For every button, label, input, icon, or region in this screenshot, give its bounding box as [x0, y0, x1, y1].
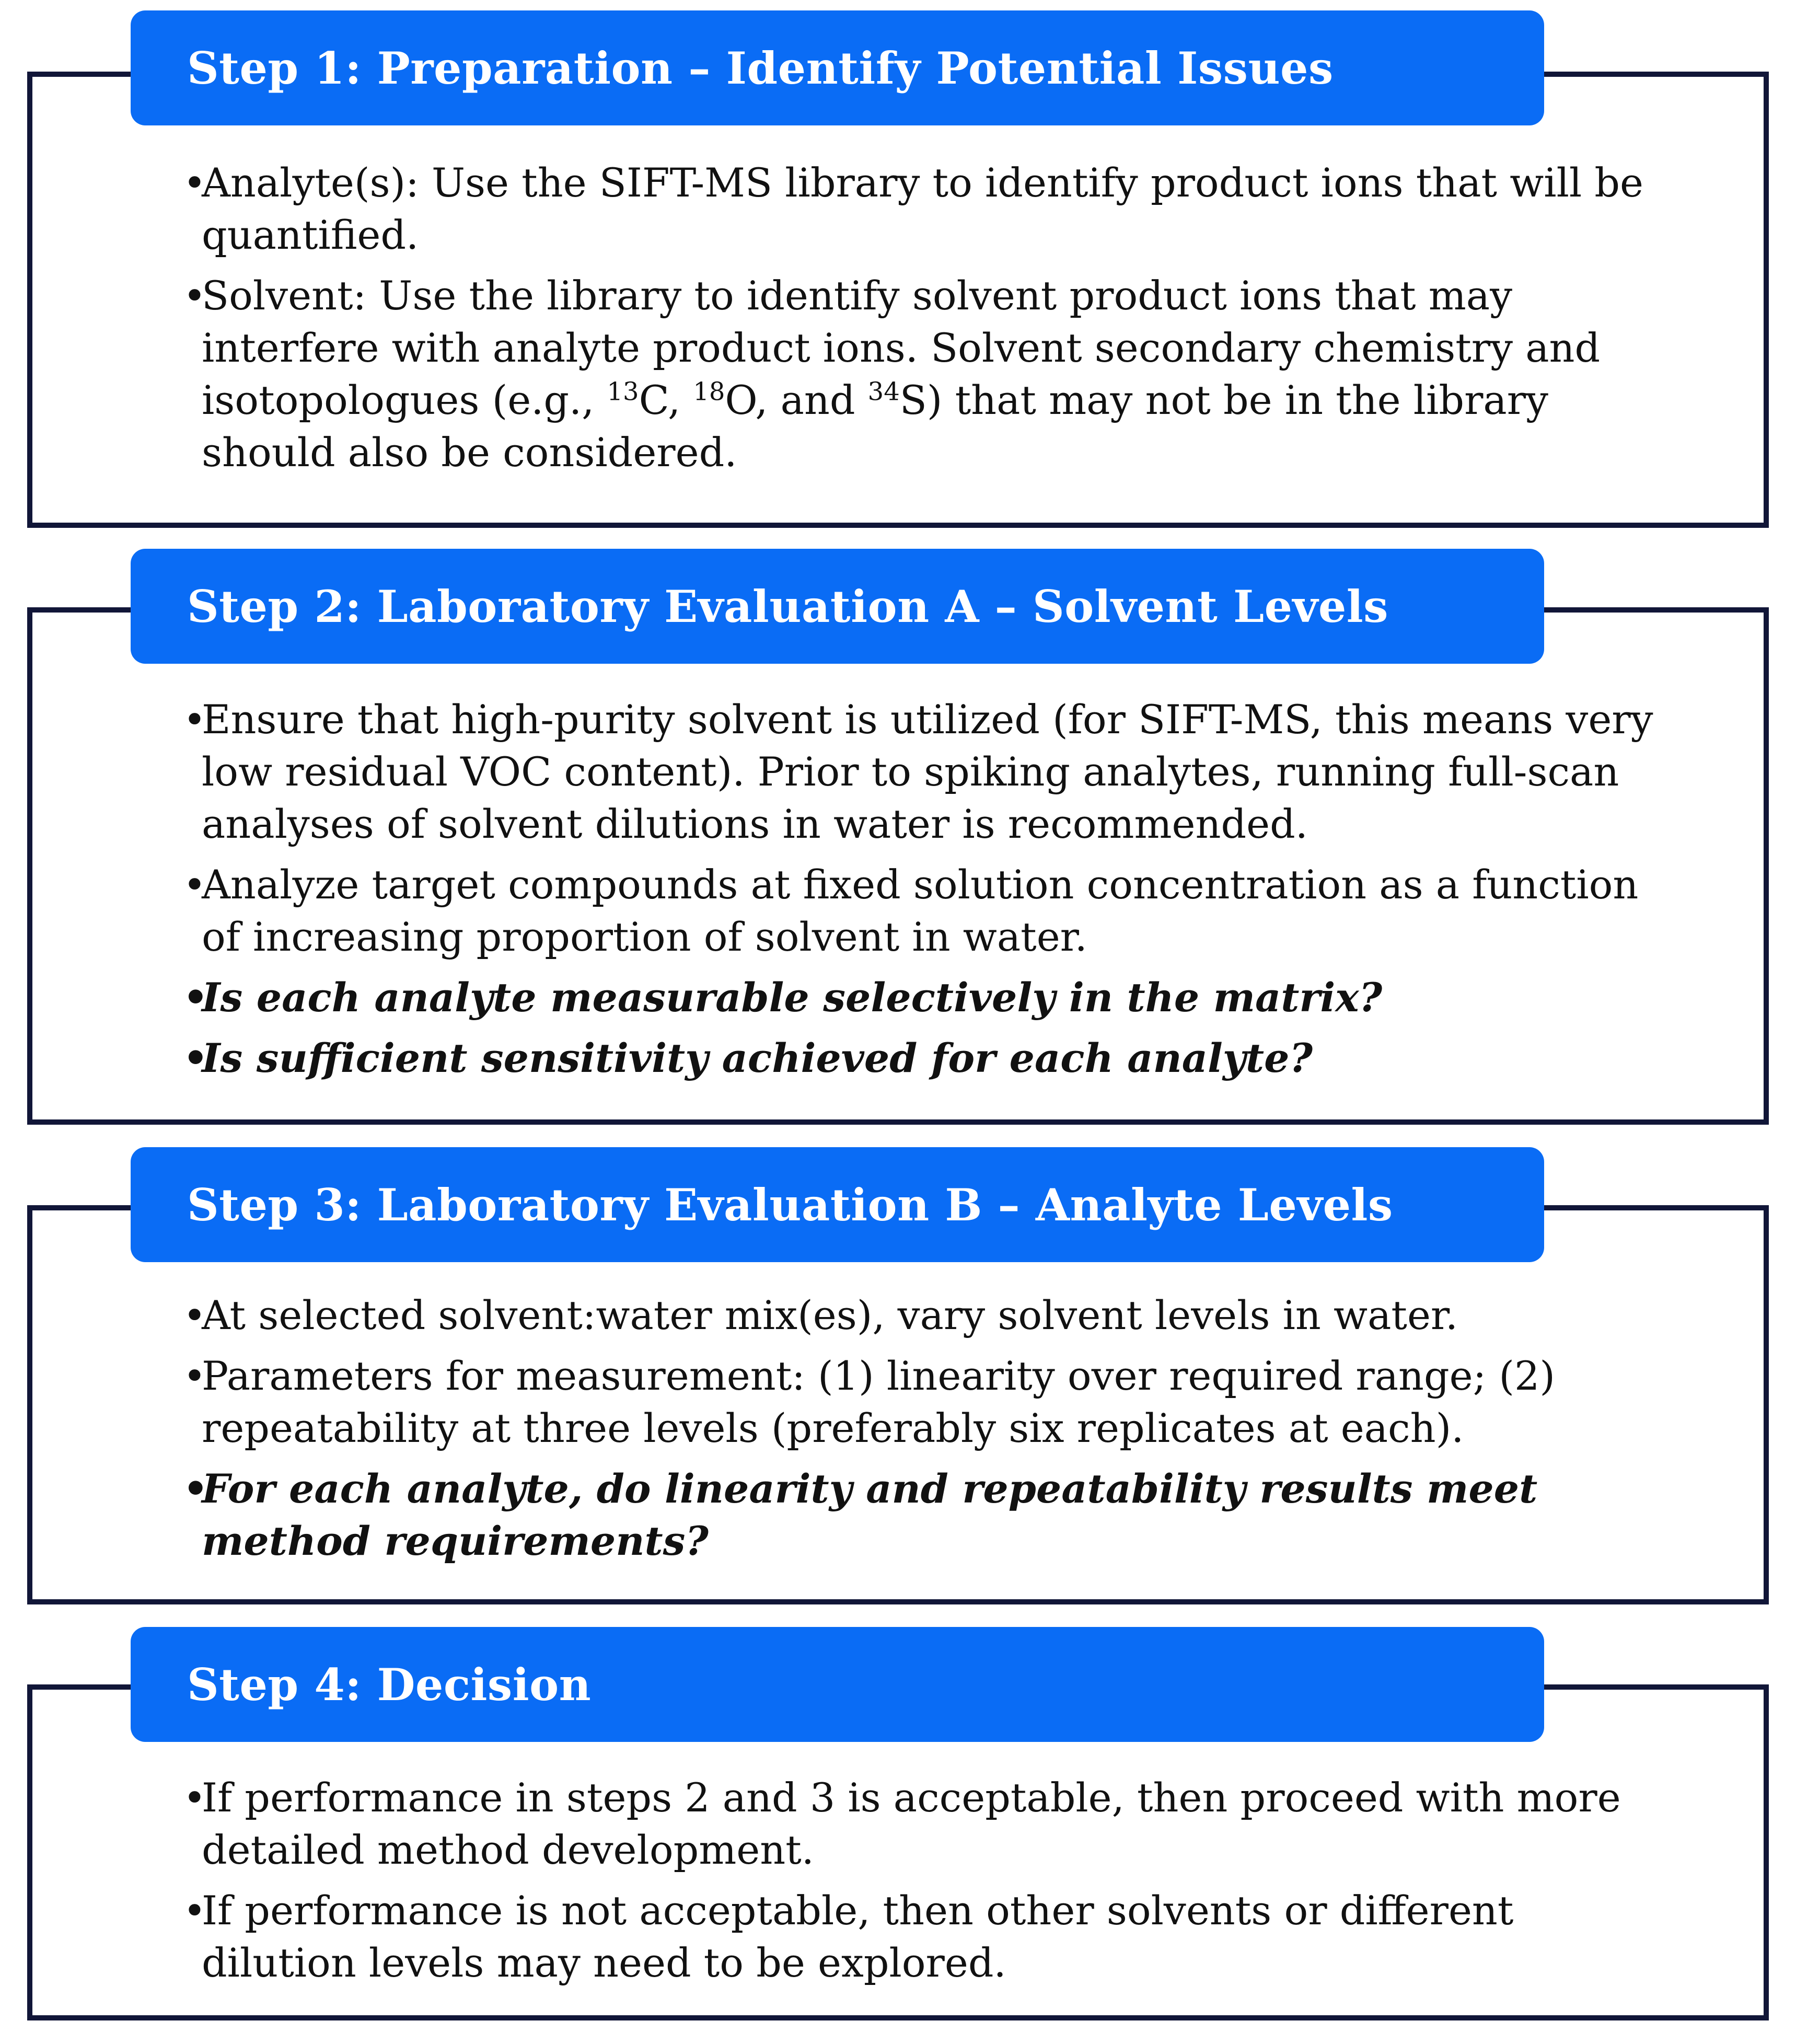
- list-item: •Solvent: Use the library to identify solvent product ions that may interfere with analyte product ions. Solvent secondary chemistry and isotopologues (e.g., $^{13}$C, $^{18}$O, and $^{34}$S) that may not be in the library should also be considered.: [183, 270, 1662, 479]
- step-2-header: [131, 549, 1544, 664]
- step-1-title: Step 1: Preparation – Identify Potential Issues: [187, 42, 1334, 94]
- bullet-dot-icon: •: [183, 696, 206, 743]
- step-4-bullets: [183, 1772, 1662, 1997]
- bullet-dot-icon: •: [183, 272, 206, 319]
- list-item: •Parameters for measurement: (1) linearity over required range; (2) repeatability at three levels (preferably six replicates at each).: [183, 1350, 1662, 1454]
- list-item-question: •Is sufficient sensitivity achieved for each analyte?: [183, 1032, 1662, 1084]
- bullet-dot-icon: •: [183, 1887, 206, 1934]
- list-item-question: •Is each analyte measurable selectively in the matrix?: [183, 972, 1662, 1024]
- step-2-title: Step 2: Laboratory Evaluation A – Solvent Levels: [187, 580, 1388, 632]
- step-1-header: [131, 10, 1544, 125]
- step-3-header: [131, 1147, 1544, 1262]
- list-item: •If performance is not acceptable, then other solvents or different dilution levels may need to be explored.: [183, 1885, 1662, 1989]
- step-4-title: Step 4: Decision: [187, 1658, 592, 1711]
- step-1-bullets: [183, 157, 1662, 487]
- bullet-dot-icon: •: [183, 1292, 206, 1338]
- step-3-bullets: [183, 1289, 1662, 1576]
- step-4-header: [131, 1627, 1544, 1742]
- list-item: •If performance in steps 2 and 3 is acceptable, then proceed with more detailed method development.: [183, 1772, 1662, 1876]
- bullet-dot-icon: •: [183, 974, 208, 1021]
- bullet-dot-icon: •: [183, 1353, 206, 1399]
- list-item-question: •For each analyte, do linearity and repeatability results meet method requirements?: [183, 1463, 1662, 1567]
- bullet-dot-icon: •: [183, 1774, 206, 1821]
- bullet-dot-icon: •: [183, 159, 206, 206]
- list-item: •Ensure that high-purity solvent is utilized (for SIFT-MS, this means very low residual VOC content). Prior to spiking analytes, running full-scan analyses of solvent dilutions in water is recommended.: [183, 694, 1662, 850]
- bullet-dot-icon: •: [183, 1035, 208, 1081]
- step-2-bullets: [183, 694, 1662, 1093]
- list-item: •Analyte(s): Use the SIFT-MS library to identify product ions that will be quantified.: [183, 157, 1662, 261]
- list-item: •Analyze target compounds at fixed solution concentration as a function of increasing proportion of solvent in water.: [183, 859, 1662, 963]
- list-item: •At selected solvent:water mix(es), vary solvent levels in water.: [183, 1289, 1662, 1342]
- bullet-dot-icon: •: [183, 1465, 208, 1512]
- bullet-dot-icon: •: [183, 861, 206, 908]
- step-3-title: Step 3: Laboratory Evaluation B – Analyte Levels: [187, 1179, 1393, 1231]
